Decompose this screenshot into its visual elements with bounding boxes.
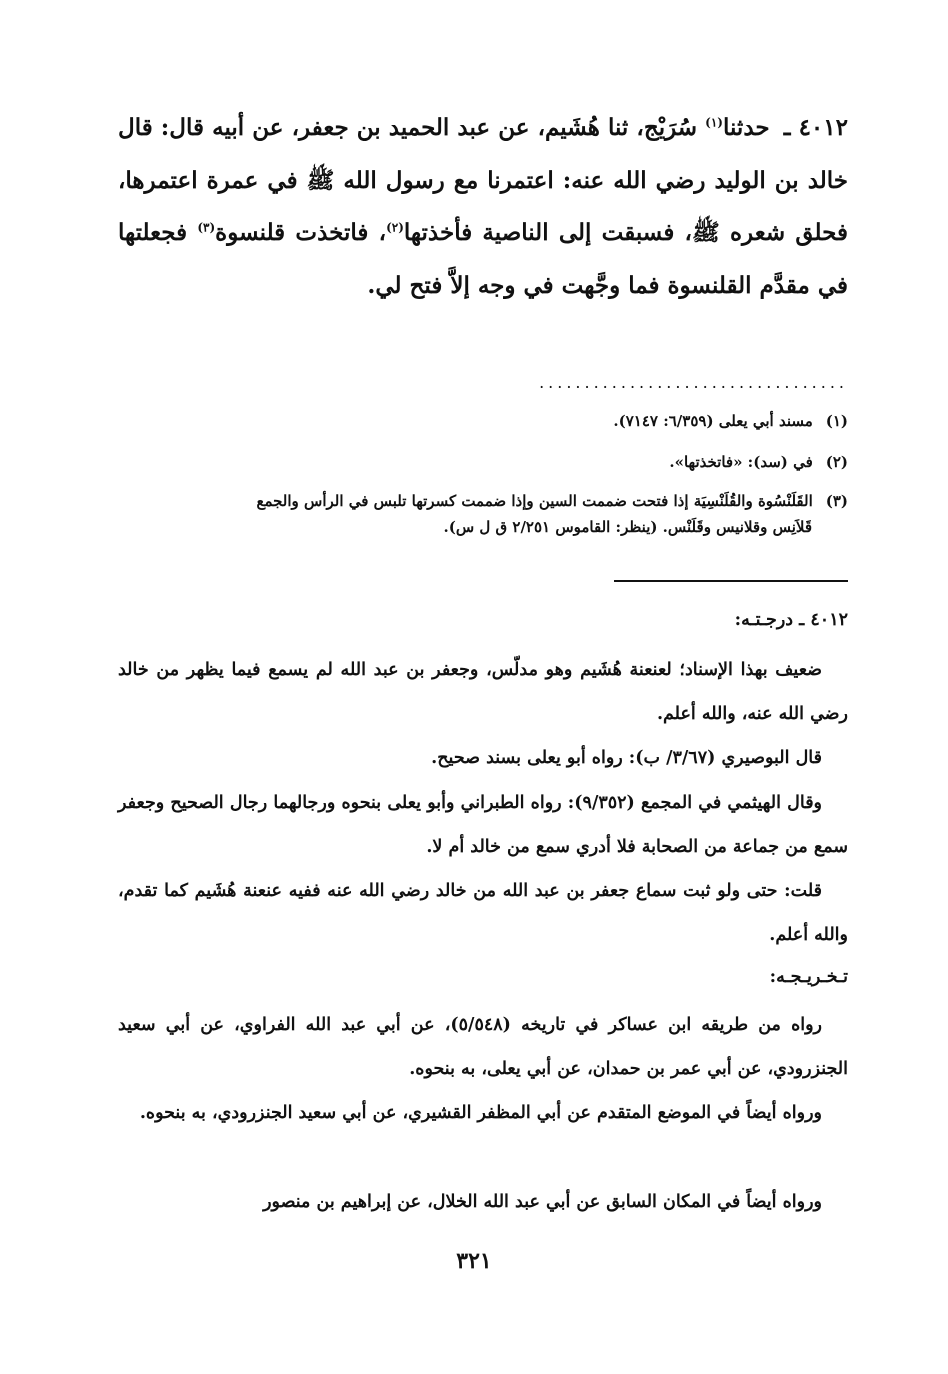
page-number: ٣٢١ xyxy=(456,1248,492,1274)
footnote-1 xyxy=(118,409,848,433)
darajah-heading: ٤٠١٢ ـ درجـتـه: xyxy=(734,610,848,630)
footnote-number: (٢) xyxy=(825,453,848,471)
footnote-ref-3: (٣) xyxy=(197,220,216,235)
footnote-separator: .................................. xyxy=(539,376,848,390)
footnote-text: مسند أبي يعلى (٦/٣٥٩: ٧١٤٧). xyxy=(613,412,813,430)
hadith-text-part: فجعلتها في مقدَّم القلنسوة فما وجَّهت في وجه إلاَّ فتح لي. xyxy=(118,219,848,299)
footnote-ref-1: (١) xyxy=(705,115,723,130)
darajah-paragraph: قال البوصيري (٣/٦٧/ ب): رواه أبو يعلى بسند صحيح. xyxy=(431,748,822,768)
footnote-text-continuation: قَلاَنِس وقلانيس وقَلَنْس. (ينظر: القاموس ٢/٢٥١ ق ل س). xyxy=(443,518,812,536)
hadith-number: ٤٠١٢ ـ xyxy=(783,114,848,141)
takhrij-paragraph: ورواه أيضاً في الموضع المتقدم عن أبي المظفر القشيري، عن أبي سعيد الجنزرودي، به بنحوه. xyxy=(139,1103,822,1123)
footnote-ref-2: (٢) xyxy=(386,220,404,235)
footnote-text: في (سد): «فاتخذتها». xyxy=(669,453,813,471)
footnote-2 xyxy=(118,450,848,474)
footnote-text: القَلَنْسُوة والقُلَنْسِيَة إذا فتحت ضممت السين وإذا ضممت كسرتها تلبس في الرأس والجمع xyxy=(256,492,813,510)
hadith-text-part: حدثنا xyxy=(722,114,770,141)
hadith-text xyxy=(118,102,848,312)
darajah-paragraph: قلت: حتى ولو ثبت سماع جعفر بن عبد الله من خالد رضي الله عنه ففيه عنعنة هُشَيم كما تقدم، والله أعلم. xyxy=(118,881,848,945)
darajah-paragraph: وقال الهيثمي في المجمع (٩/٣٥٢): رواه الطبراني وأبو يعلى بنحوه ورجالهما رجال الصحيح وجعفر سمع من جماعة من الصحابة فلا أدري سمع من خالد أم لا. xyxy=(118,793,848,857)
takhrij-paragraph: ورواه أيضاً في المكان السابق عن أبي عبد الله الخلال، عن إبراهيم بن منصور xyxy=(263,1192,822,1212)
hadith-text-part: ، فاتخذت قلنسوة xyxy=(215,219,387,246)
section-divider xyxy=(614,580,848,582)
footnote-number: (١) xyxy=(825,412,848,430)
darajah-paragraph: ضعيف بهذا الإسناد؛ لعنعنة هُشَيم وهو مدلّس، وجعفر بن عبد الله لم يسمع فيما يظهر من خالد رضي الله عنه، والله أعلم. xyxy=(118,660,848,724)
footnote-number: (٣) xyxy=(825,492,848,510)
takhrij-paragraph: رواه من طريقه ابن عساكر في تاريخه (٥/٥٤٨)، عن أبي عبد الله الفراوي، عن أبي سعيد الجنزرودي، عن أبي عمر بن حمدان، عن أبي يعلى، به بنحوه. xyxy=(118,1015,848,1079)
footnote-3 xyxy=(118,489,848,539)
takhrij-heading: تـخـريـجـه: xyxy=(769,967,848,987)
hadith-text-part: سُرَيْج، ثنا هُشَيم، عن عبد الحميد بن جعفر، عن أبيه قال: قال خالد بن الوليد رضي الله عنه: اعتمرنا مع رسول الله ﷺ في عمرة اعتمرها، فحلق شعره ﷺ، فسبقت إلى الناصية فأخذتها xyxy=(118,114,848,246)
